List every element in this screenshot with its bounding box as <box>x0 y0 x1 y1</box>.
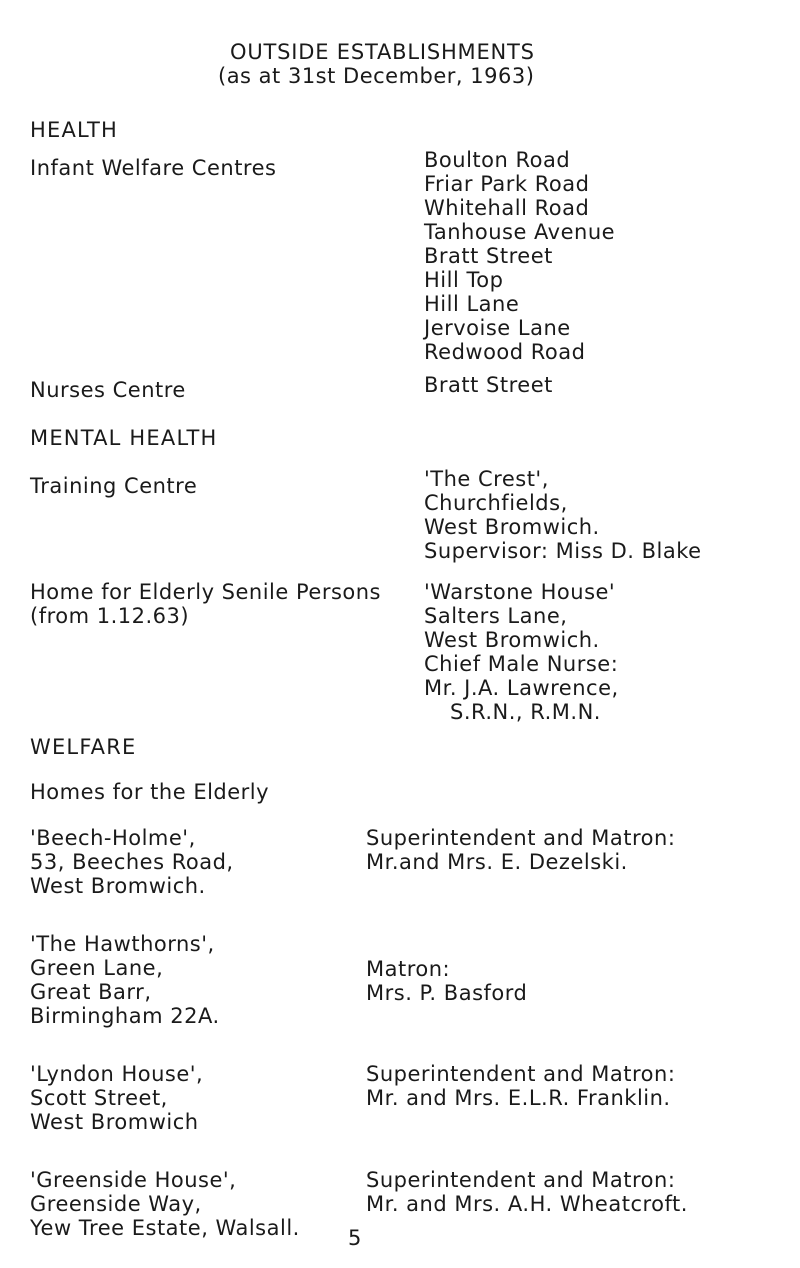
staff-line: Superintendent and Matron: <box>366 826 676 850</box>
address-line: West Bromwich. <box>30 874 206 898</box>
detail-line: West Bromwich. <box>424 515 600 539</box>
staff-line: Superintendent and Matron: <box>366 1168 676 1192</box>
staff-line: Mr. and Mrs. A.H. Wheatcroft. <box>366 1192 688 1216</box>
staff-line: Mr.and Mrs. E. Dezelski. <box>366 850 628 874</box>
page-title: OUTSIDE ESTABLISHMENTS <box>230 40 535 64</box>
staff-line: Mr. and Mrs. E.L.R. Franklin. <box>366 1086 671 1110</box>
list-item: Redwood Road <box>424 340 586 364</box>
health-heading: HEALTH <box>30 118 119 142</box>
home-address <box>30 1062 203 1134</box>
home-address <box>30 932 220 1028</box>
address-line: Great Barr, <box>30 980 152 1004</box>
address-line: Green Lane, <box>30 956 164 980</box>
detail-line: 'Warstone House' <box>424 580 616 604</box>
address-line: 53, Beeches Road, <box>30 850 234 874</box>
page-number: 5 <box>348 1226 362 1250</box>
infant-welfare-locations <box>424 148 615 364</box>
address-line: Scott Street, <box>30 1086 168 1110</box>
home-staff <box>366 957 527 1005</box>
detail-line: Chief Male Nurse: <box>424 652 619 676</box>
home-elderly-label <box>30 580 381 628</box>
home-staff <box>366 1168 688 1216</box>
address-line: 'Beech-Holme', <box>30 826 196 850</box>
nurses-centre-location: Bratt Street <box>424 373 553 397</box>
welfare-heading: WELFARE <box>30 735 137 759</box>
date-note: (as at 31st December, 1963) <box>218 64 535 88</box>
list-item: Boulton Road <box>424 148 571 172</box>
home-staff <box>366 826 675 874</box>
home-staff <box>366 1062 675 1110</box>
detail-line: 'The Crest', <box>424 467 549 491</box>
home-address <box>30 826 234 898</box>
home-address <box>30 1168 300 1240</box>
detail-line: Churchfields, <box>424 491 568 515</box>
list-item: Friar Park Road <box>424 172 590 196</box>
label-line: (from 1.12.63) <box>30 604 190 628</box>
address-line: 'Greenside House', <box>30 1168 237 1192</box>
address-line: Greenside Way, <box>30 1192 202 1216</box>
homes-elderly-label: Homes for the Elderly <box>30 780 270 804</box>
infant-welfare-label: Infant Welfare Centres <box>30 156 277 180</box>
list-item: Hill Lane <box>424 292 520 316</box>
staff-line: Mrs. P. Basford <box>366 981 528 1005</box>
detail-line: Salters Lane, <box>424 604 568 628</box>
address-line: 'The Hawthorns', <box>30 932 215 956</box>
nurses-centre-label: Nurses Centre <box>30 378 186 402</box>
detail-line: S.R.N., R.M.N. <box>450 700 601 724</box>
list-item: Tanhouse Avenue <box>424 220 616 244</box>
training-centre-details <box>424 467 702 563</box>
staff-line: Matron: <box>366 957 451 981</box>
training-centre-label: Training Centre <box>30 474 198 498</box>
detail-line: Mr. J.A. Lawrence, <box>424 676 619 700</box>
home-elderly-details <box>424 580 619 724</box>
detail-line: West Bromwich. <box>424 628 600 652</box>
label-line: Home for Elderly Senile Persons <box>30 580 381 604</box>
staff-line: Superintendent and Matron: <box>366 1062 676 1086</box>
address-line: Yew Tree Estate, Walsall. <box>30 1216 300 1240</box>
list-item: Jervoise Lane <box>424 316 571 340</box>
detail-line: Supervisor: Miss D. Blake <box>424 539 702 563</box>
address-line: Birmingham 22A. <box>30 1004 220 1028</box>
address-line: 'Lyndon House', <box>30 1062 204 1086</box>
list-item: Bratt Street <box>424 244 553 268</box>
list-item: Whitehall Road <box>424 196 590 220</box>
list-item: Hill Top <box>424 268 504 292</box>
mental-health-heading: MENTAL HEALTH <box>30 426 218 450</box>
address-line: West Bromwich <box>30 1110 199 1134</box>
